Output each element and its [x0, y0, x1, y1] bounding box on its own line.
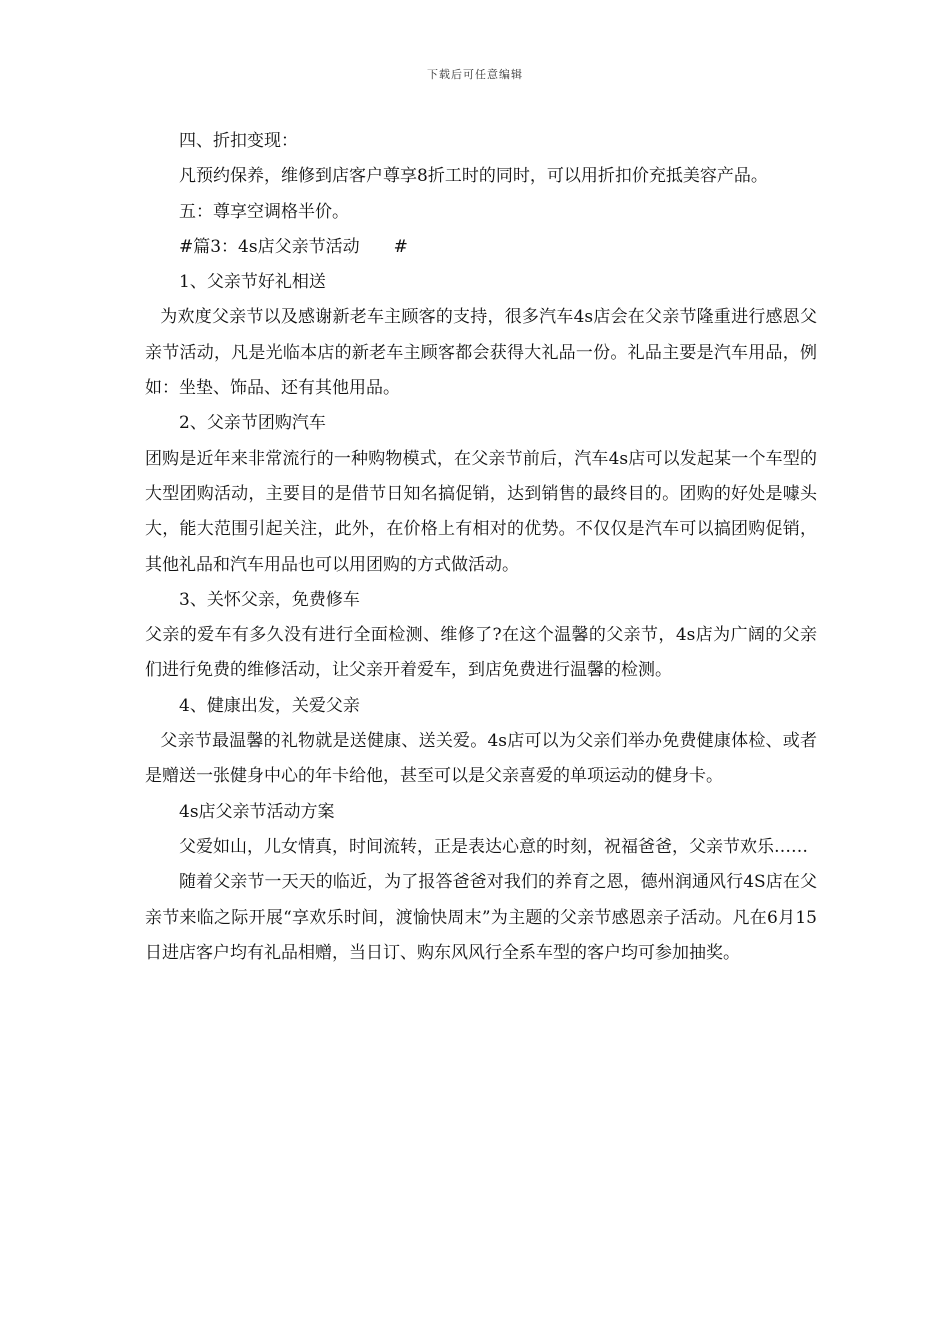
- document-body: [145, 124, 817, 971]
- chapter-heading: #篇3：4s店父亲节活动 #: [179, 236, 408, 257]
- item-heading-gift: 1、父亲节好礼相送: [179, 272, 326, 293]
- paragraph-gift: 为欢度父亲节以及感谢新老车主顾客的支持，很多汽车4s店会在父亲节隆重进行感恩父亲节活动，凡是光临本店的新老车主顾客都会获得大礼品一份。礼品主要是汽车用品，例如：坐垫、饰品、还有其他用品。: [145, 307, 817, 399]
- paragraph-event: 随着父亲节一天天的临近，为了报答爸爸对我们的养育之恩，德州润通风行4S店在父亲节来临之际开展“享欢乐时间，渡愉快周末”为主题的父亲节感恩亲子活动。凡在6月15日进店客户均有礼品相赠，当日订、购东风风行全系车型的客户均可参加抽奖。: [145, 872, 817, 963]
- paragraph-discount: 凡预约保养，维修到店客户尊享8折工时的同时，可以用折扣价充抵美容产品。: [179, 166, 768, 187]
- item-heading-free-repair: 3、关怀父亲，免费修车: [179, 589, 360, 610]
- paragraph-group-buy: 团购是近年来非常流行的一种购物模式，在父亲节前后，汽车4s店可以发起某一个车型的大型团购活动，主要目的是借节日知名搞促销，达到销售的最终目的。团购的好处是噱头大，能大范围引起关注，此外，在价格上有相对的优势。不仅仅是汽车可以搞团购促销，其他礼品和汽车用品也可以用团购的方式做活动。: [145, 448, 817, 575]
- paragraph-health: 父亲节最温馨的礼物就是送健康、送关爱。4s店可以为父亲们举办免费健康体检、或者是赠送一张健身中心的年卡给他，甚至可以是父亲喜爱的单项运动的健身卡。: [145, 731, 817, 787]
- paragraph-free-repair: 父亲的爱车有多久没有进行全面检测、维修了?在这个温馨的父亲节，4s店为广阔的父亲们进行免费的维修活动，让父亲开着爱车，到店免费进行温馨的检测。: [145, 625, 817, 681]
- item-heading-group-buy: 2、父亲节团购汽车: [179, 413, 326, 434]
- item-heading-health: 4、健康出发，关爱父亲: [179, 695, 360, 716]
- section-heading-discount: 四、折扣变现：: [179, 131, 298, 151]
- paragraph-intro: 父爱如山，儿女情真，时间流转，正是表达心意的时刻，祝福爸爸，父亲节欢乐……: [179, 836, 808, 857]
- plan-heading: 4s店父亲节活动方案: [179, 801, 335, 822]
- section-heading-aircon: 五：尊享空调格半价。: [179, 201, 349, 222]
- page-header: 下载后可任意编辑: [427, 68, 523, 81]
